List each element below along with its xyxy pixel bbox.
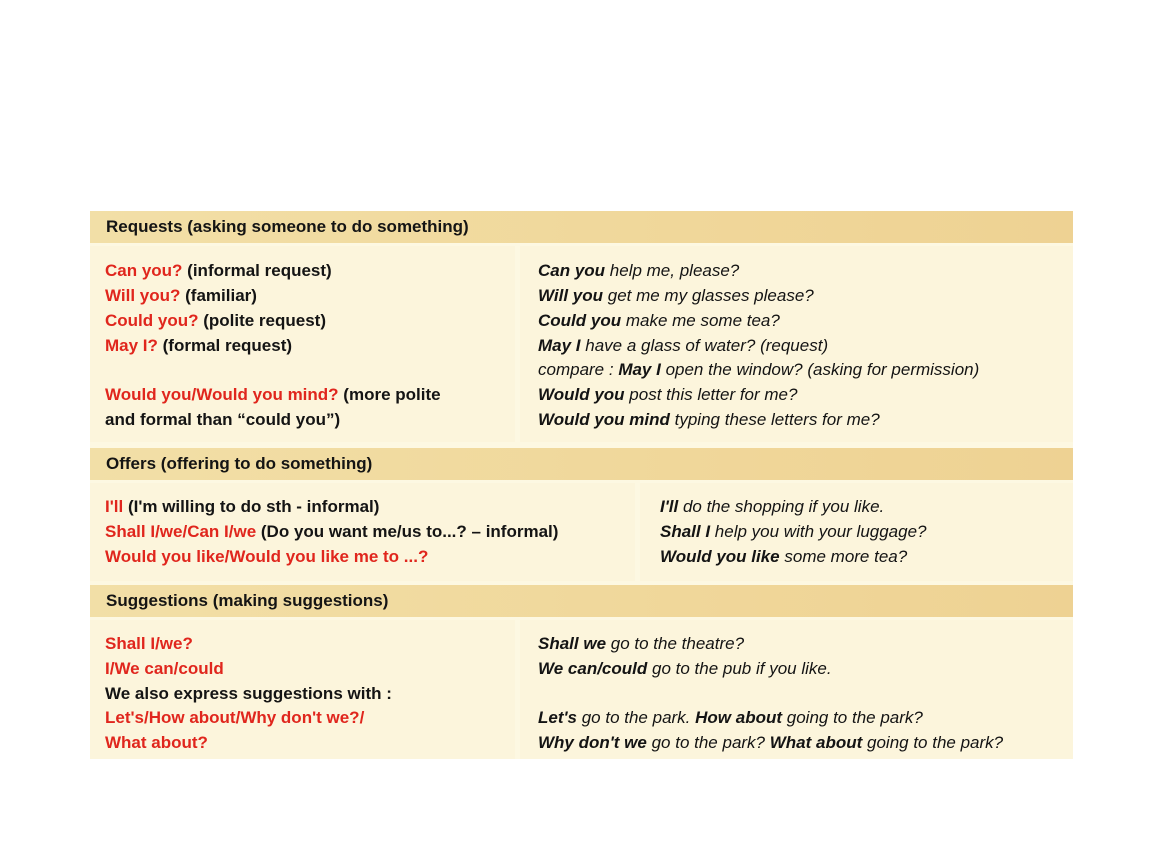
requests-example: compare : May I open the window? (asking for permission) xyxy=(538,360,980,379)
suggestions-example: Shall we go to the theatre? xyxy=(538,634,745,653)
suggestions-left-line: I/We can/could xyxy=(105,659,224,678)
suggestions-example: Why don't we go to the park? What about going to the park? xyxy=(538,733,1004,752)
requests-left-line: and formal than “could you”) xyxy=(105,410,341,429)
offers-example: I'll do the shopping if you like. xyxy=(660,497,885,516)
requests-example: Will you get me my glasses please? xyxy=(538,286,814,305)
suggestions-example: We can/could go to the pub if you like. xyxy=(538,659,832,678)
requests-example: Would you post this letter for me? xyxy=(538,385,798,404)
offers-left-line: I'll (I'm willing to do sth - informal) xyxy=(105,497,380,516)
requests-left-line: Will you? (familiar) xyxy=(105,286,257,305)
requests-example: Would you mind typing these letters for me? xyxy=(538,410,880,429)
suggestions-header: Suggestions (making suggestions) xyxy=(90,585,1073,617)
requests-left-line: Can you? (informal request) xyxy=(105,261,332,280)
offers-example: Would you like some more tea? xyxy=(660,547,908,566)
grammar-table xyxy=(90,211,1073,759)
requests-left-line: May I? (formal request) xyxy=(105,336,293,355)
offers-header: Offers (offering to do something) xyxy=(90,448,1073,480)
offers-left-line: Would you like/Would you like me to ...? xyxy=(105,547,429,566)
suggestions-left-line: Let's/How about/Why don't we?/ xyxy=(105,708,365,727)
requests-left-line: Could you? (polite request) xyxy=(105,311,326,330)
suggestions-left-line: What about? xyxy=(105,733,208,752)
requests-example: Can you help me, please? xyxy=(538,261,740,280)
requests-left-line: Would you/Would you mind? (more polite xyxy=(105,385,441,404)
suggestions-left-line: Shall I/we? xyxy=(105,634,193,653)
requests-example: May I have a glass of water? (request) xyxy=(538,336,829,355)
offers-left-line: Shall I/we/Can I/we (Do you want me/us to...? – informal) xyxy=(105,522,559,541)
offers-example: Shall I help you with your luggage? xyxy=(660,522,927,541)
suggestions-example: Let's go to the park. How about going to the park? xyxy=(538,708,923,727)
suggestions-left-line: We also express suggestions with : xyxy=(105,684,392,703)
requests-header: Requests (asking someone to do something) xyxy=(90,211,1073,243)
requests-example: Could you make me some tea? xyxy=(538,311,780,330)
